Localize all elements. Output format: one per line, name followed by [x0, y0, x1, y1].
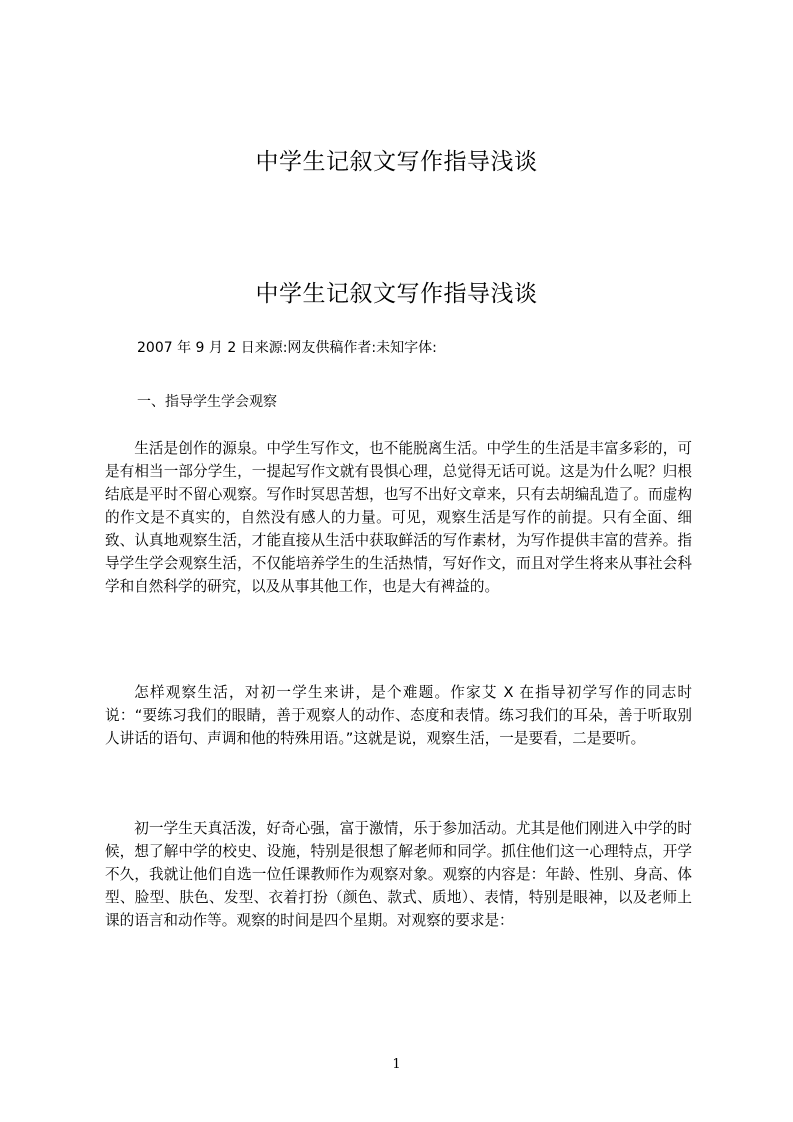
paragraph: 初一学生天真活泼，好奇心强，富于激情，乐于参加活动。尤其是他们刚进入中学的时候，想了解中学的校史、设施，特别是很想了解老师和同学。抓住他们这一心理特点，开学不久，我就让他们自选一位任课教师作为观察对象。观察的内容是：年龄、性别、身高、体型、脸型、肤色、发型、衣着打扮（颜色、款式、质地）、表情，特别是眼神，以及老师上课的语言和动作等。观察的时间是四个星期。对观察的要求是： [105, 820, 692, 929]
paragraph: 生活是创作的源泉。中学生写作文，也不能脱离生活。中学生的生活是丰富多彩的，可是有相当一部分学生，一提起写作文就有畏惧心理，总觉得无话可说。这是为什么呢？归根结底是平时不留心观察。写作时冥思苦想，也写不出好文章来，只有去胡编乱造了。而虚构的作文是不真实的，自然没有感人的力量。可见，观察生活是写作的前提。只有全面、细致、认真地观察生活，才能直接从生活中获取鲜活的写作素材，为写作提供丰富的营养。指导学生学会观察生活，不仅能培养学生的生活热情，写好作文，而且对学生将来从事社会科学和自然科学的研究，以及从事其他工作，也是大有裨益的。 [105, 440, 692, 595]
page-number: 1 [392, 1057, 401, 1072]
section-heading: 一、指导学生学会观察 [137, 394, 277, 410]
main-title: 中学生记叙文写作指导浅谈 [255, 281, 538, 307]
paragraph: 怎样观察生活，对初一学生来讲，是个难题。作家艾 X 在指导初学写作的同志时说：“要练习我们的眼睛，善于观察人的动作、态度和表情。练习我们的耳朵，善于听取别人讲话的语句、声调和他的特殊用语。”这就是说，观察生活，一是要看，二是要听。 [105, 684, 692, 747]
meta-line: 2007 年 9 月 2 日来源:网友供稿作者:未知字体: [137, 340, 437, 356]
header-title: 中学生记叙文写作指导浅谈 [255, 149, 538, 175]
